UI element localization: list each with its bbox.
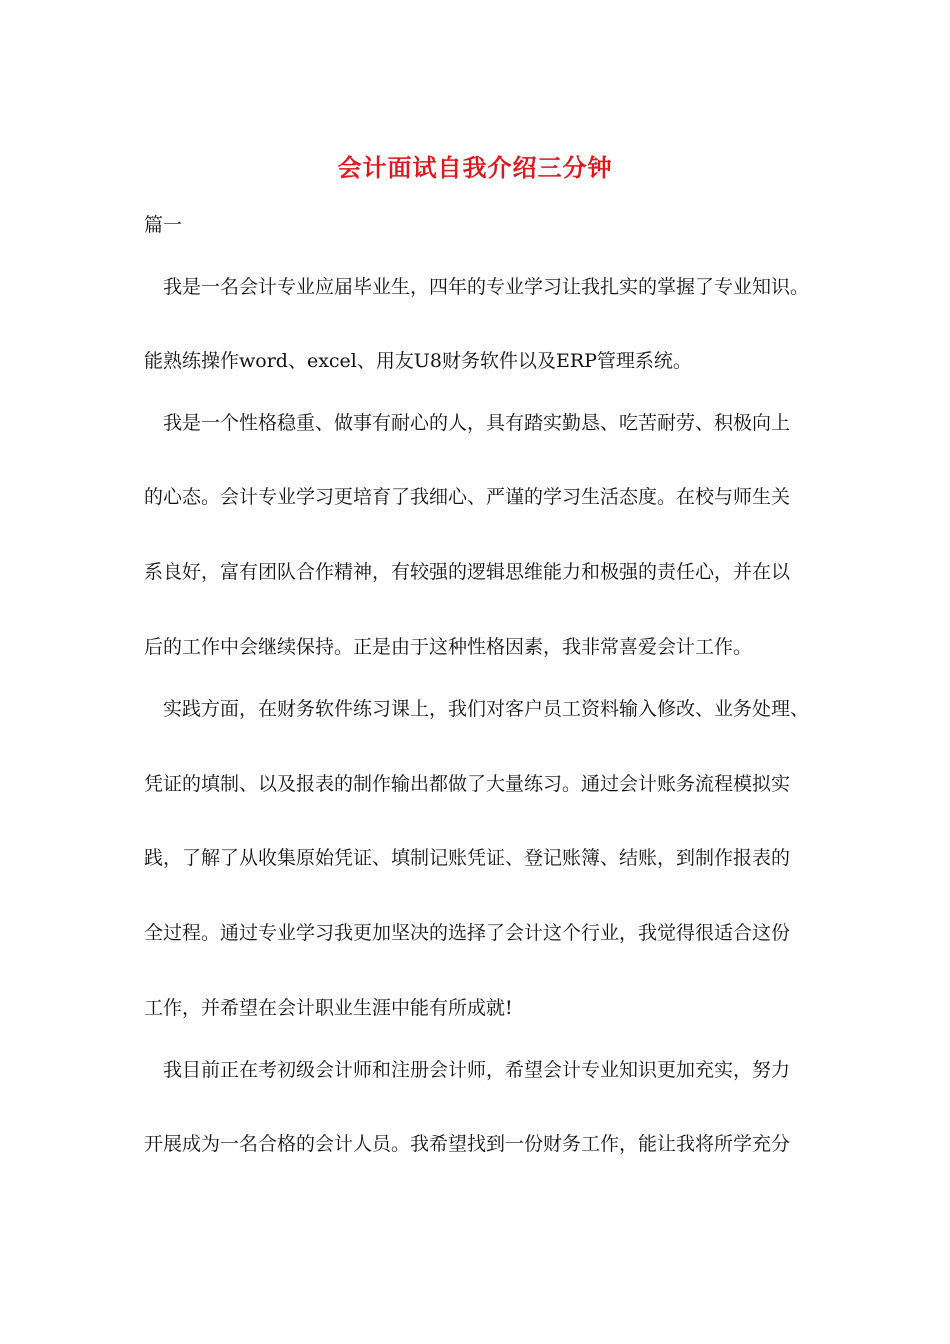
paragraph-line: 的心态。会计专业学习更培育了我细心、严谨的学习生活态度。在校与师生关	[144, 486, 791, 508]
paragraph-line: 工作，并希望在会计职业生涯中能有所成就!	[144, 997, 513, 1019]
paragraph-line: 实践方面，在财务软件练习课上，我们对客户员工资料输入修改、业务处理、	[144, 698, 810, 720]
paragraph-line: 能熟练操作word、excel、用友U8财务软件以及ERP管理系统。	[144, 350, 692, 372]
paragraph-line: 践，了解了从收集原始凭证、填制记账凭证、登记账簿、结账，到制作报表的	[144, 847, 791, 869]
paragraph-line: 后的工作中会继续保持。正是由于这种性格因素，我非常喜爱会计工作。	[144, 636, 753, 658]
section-label: 篇一	[144, 214, 183, 236]
document-title: 会计面试自我介绍三分钟	[337, 153, 613, 182]
paragraph-line: 系良好，富有团队合作精神，有较强的逻辑思维能力和极强的责任心，并在以	[144, 561, 791, 583]
paragraph-line: 我目前正在考初级会计师和注册会计师，希望会计专业知识更加充实，努力	[144, 1059, 791, 1081]
paragraph-line: 我是一名会计专业应届毕业生，四年的专业学习让我扎实的掌握了专业知识。	[144, 276, 810, 298]
paragraph-line: 开展成为一名合格的会计人员。我希望找到一份财务工作，能让我将所学充分	[144, 1133, 791, 1155]
paragraph-line: 我是一个性格稳重、做事有耐心的人，具有踏实勤恳、吃苦耐劳、积极向上	[144, 412, 791, 434]
paragraph-line: 全过程。通过专业学习我更加坚决的选择了会计这个行业，我觉得很适合这份	[144, 922, 791, 944]
paragraph-line: 凭证的填制、以及报表的制作输出都做了大量练习。通过会计账务流程模拟实	[144, 773, 791, 795]
